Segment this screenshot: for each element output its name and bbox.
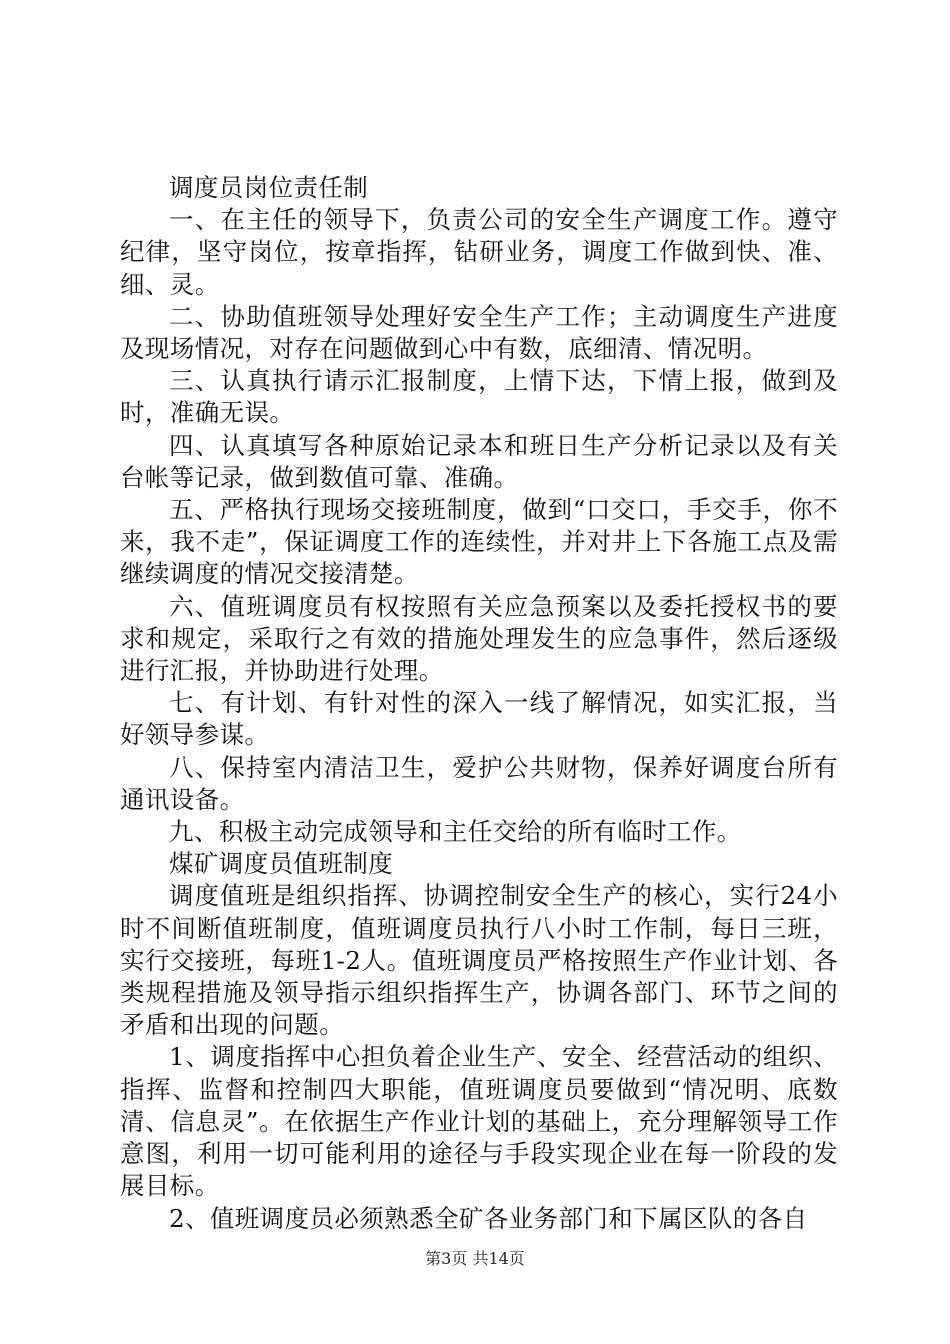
page-number-footer: 第3页 共14页 — [425, 1249, 525, 1268]
section-title-duty-responsibility: 调度员岗位责任制 — [169, 173, 369, 202]
paragraph-12: 2、值班调度员必须熟悉全矿各业务部门和下属区队的各自 — [169, 1203, 808, 1233]
section-title-duty-system: 煤矿调度员值班制度 — [169, 849, 394, 879]
paragraph-6: 六、值班调度员有权按照有关应急预案以及委托授权书的要求和规定，采取行之有效的措施处理发生的应急事件，然后逐级进行汇报，并协助进行处理。 — [120, 591, 838, 686]
paragraph-2: 二、协助值班领导处理好安全生产工作；主动调度生产进度及现场情况，对存在问题做到心中有数，底细清、情况明。 — [120, 301, 838, 364]
paragraph-5: 五、严格执行现场交接班制度，做到“口交口，手交手，你不来，我不走”，保证调度工作的连续性，并对井上下各施工点及需继续调度的情况交接清楚。 — [120, 495, 838, 589]
paragraph-11: 1、调度指挥中心担负着企业生产、安全、经营活动的组织、指挥、监督和控制四大职能，值班调度员要做到“情况明、底数清、信息灵”。在依据生产作业计划的基础上，充分理解领导工作意图，利用一切可能利用的途径与手段实现企业在每一阶段的发展目标。 — [120, 1042, 838, 1201]
document-body — [120, 172, 838, 1235]
paragraph-8: 八、保持室内清洁卫生，爱护公共财物，保养好调度台所有通讯设备。 — [120, 752, 838, 814]
paragraph-1: 一、在主任的领导下，负责公司的安全生产调度工作。遵守纪律，坚守岗位，按章指挥，钻研业务，调度工作做到快、准、细、灵。 — [120, 205, 838, 299]
paragraph-3: 三、认真执行请示汇报制度，上情下达，下情上报，做到及时，准确无误。 — [120, 366, 838, 428]
paragraph-4: 四、认真填写各种原始记录本和班日生产分析记录以及有关台帐等记录，做到数值可靠、准确。 — [120, 430, 838, 492]
paragraph-10: 调度值班是组织指挥、协调控制安全生产的核心，实行24小时不间断值班制度，值班调度员执行八小时工作制，每日三班，实行交接班，每班1-2人。值班调度员严格按照生产作业计划、各类规程措施及领导指示组织指挥生产，协调各部门、环节之间的矛盾和出现的问题。 — [120, 881, 838, 1040]
paragraph-9: 九、积极主动完成领导和主任交给的所有临时工作。 — [169, 817, 742, 847]
paragraph-7: 七、有计划、有针对性的深入一线了解情况，如实汇报，当好领导参谋。 — [120, 688, 838, 750]
